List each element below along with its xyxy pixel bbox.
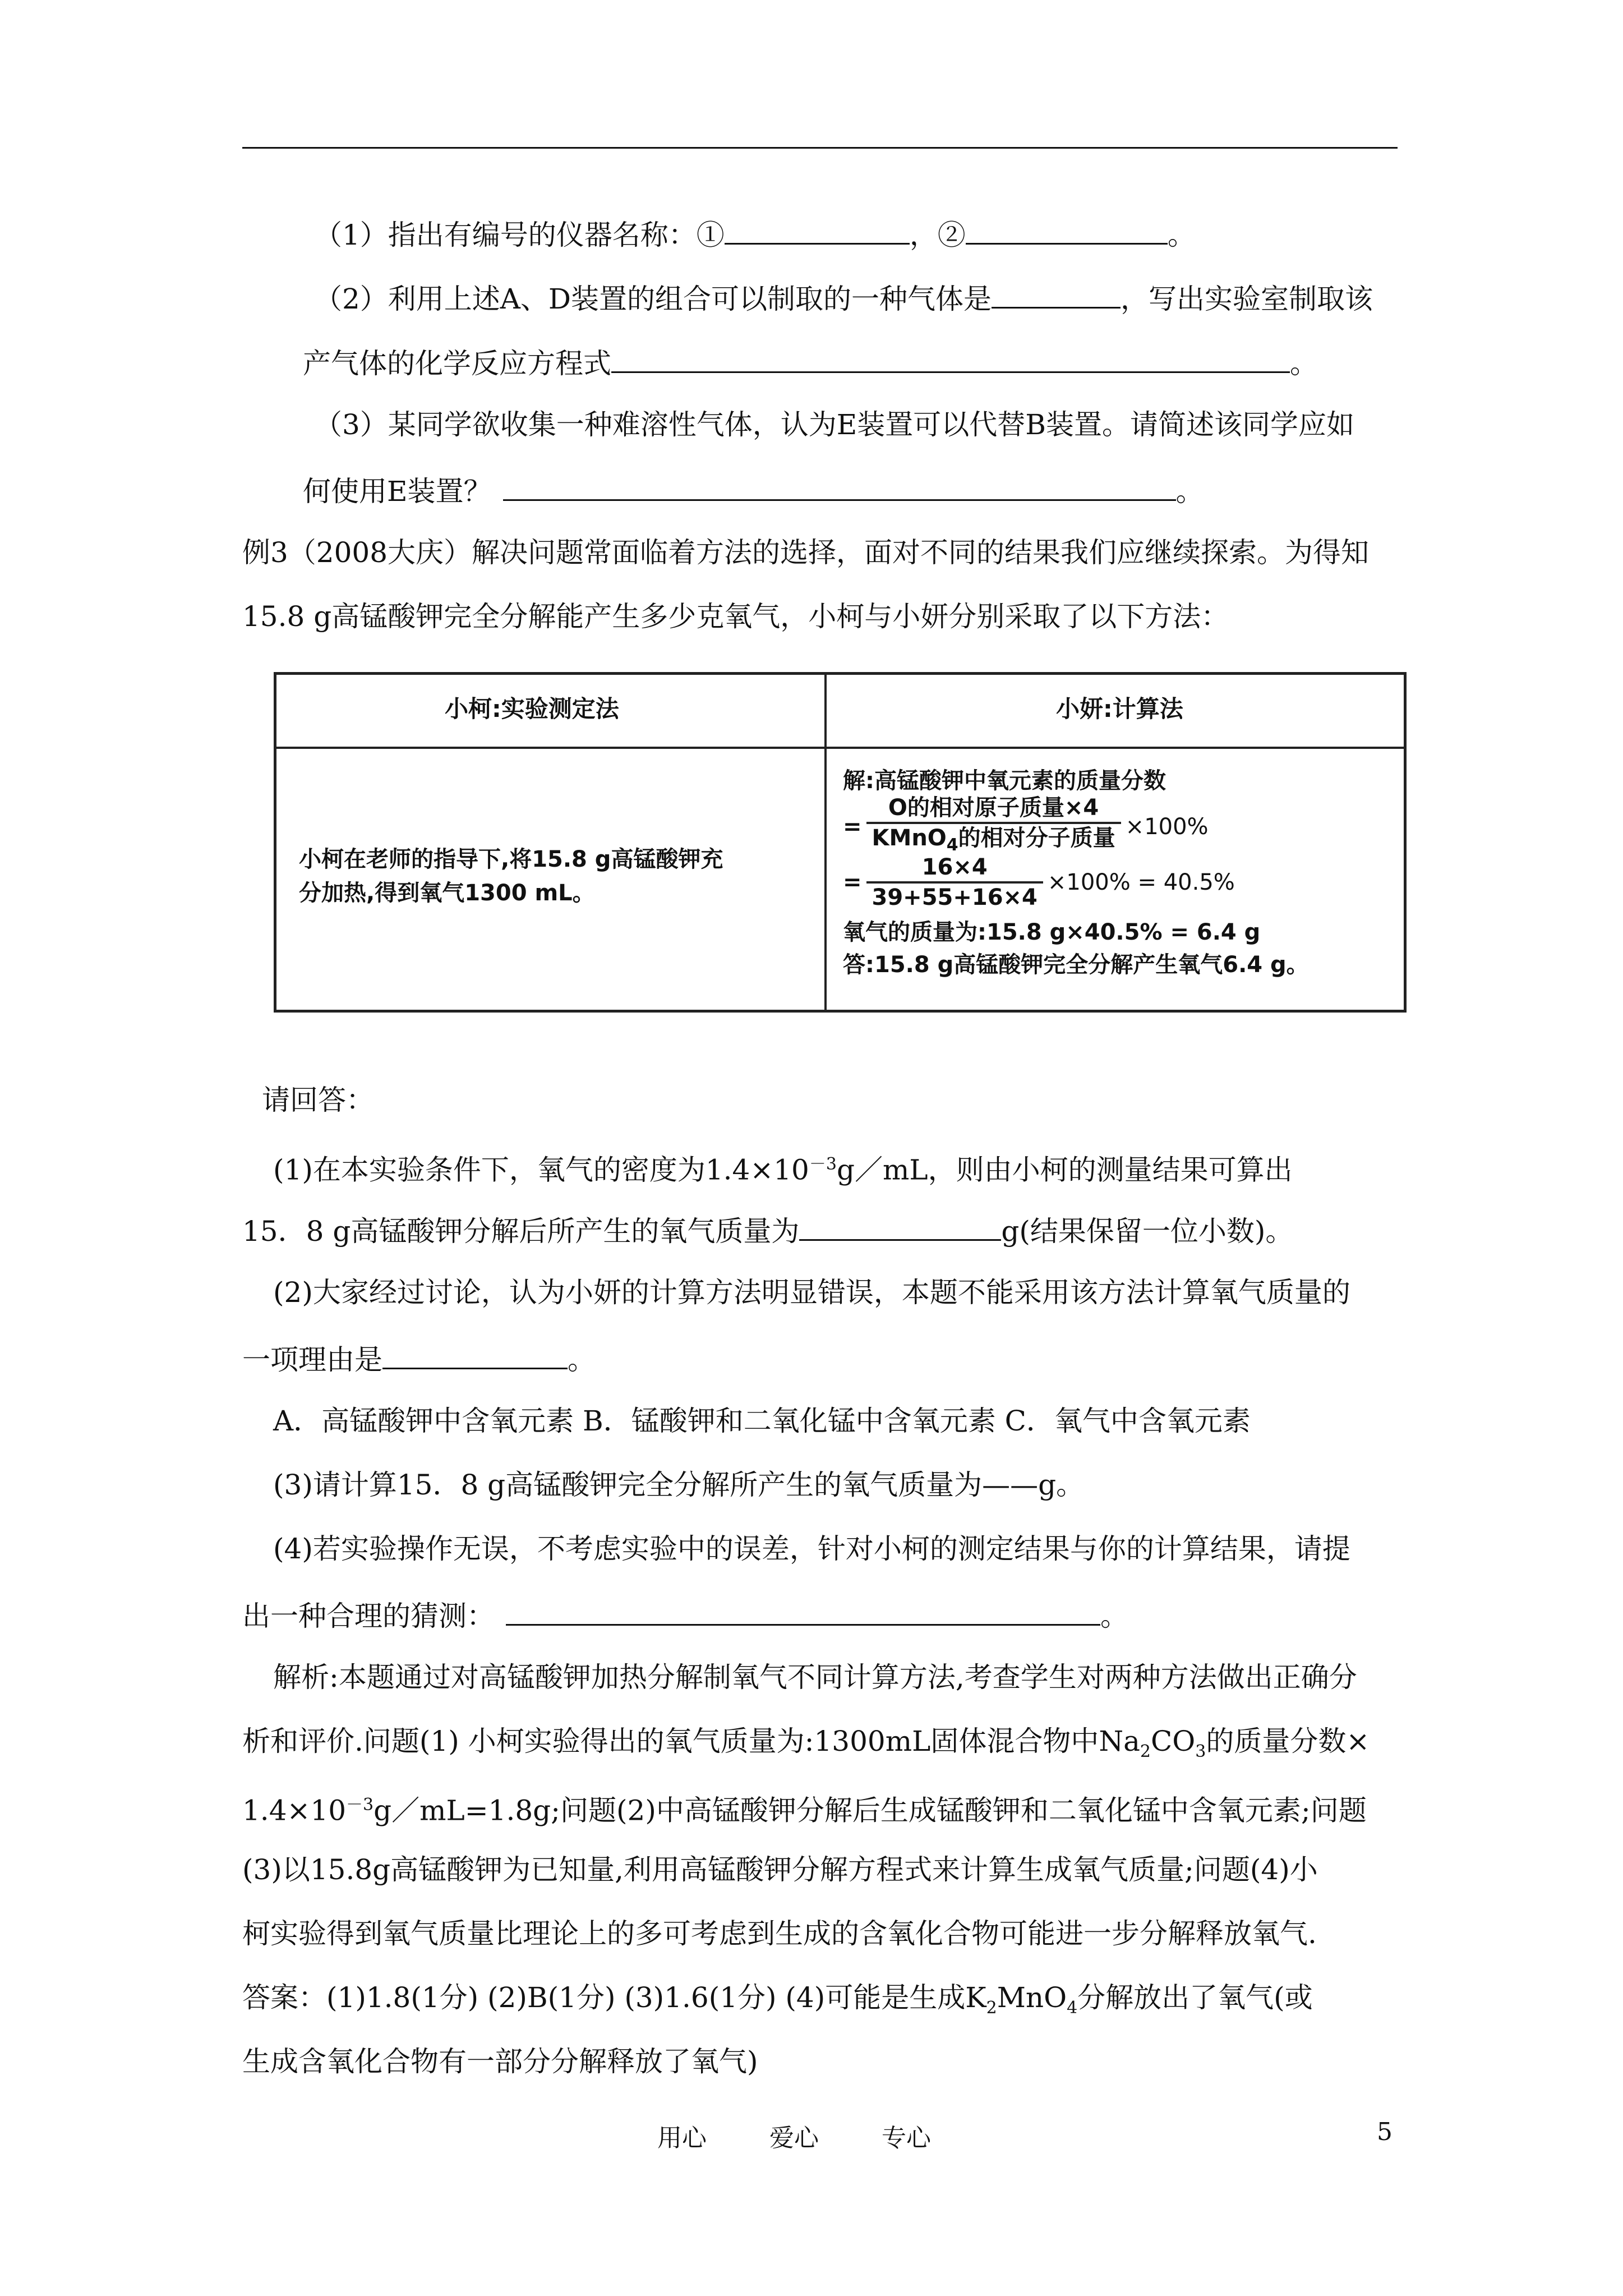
text: 。 [1175,475,1204,508]
text: 。 [568,1343,596,1376]
text: 答案：(1)1.8(1分) (2)B(1分) (3)1.6(1分) (4)可能是生成K [242,1981,986,2014]
answers-line2: 生成含氧化合物有一部分分解释放了氧气) [242,2045,758,2078]
text: (4)若实验操作无误，不考虑实验中的误差，针对小柯的测定结果与你的计算结果，请提 [273,1533,1350,1565]
question-2-line2 [303,343,1318,381]
text: MnO [997,1981,1067,2014]
analysis-line4: (3)以15.8g高锰酸钾为已知量,利用高锰酸钾分解方程式来计算生成氧气质量;问题(4)小 [242,1853,1318,1886]
example-3-line1 [242,535,1369,570]
text: ×100% [1125,813,1209,840]
text: （2）利用上述A、D装置的组合可以制取的一种气体是 [314,283,992,315]
text: CO [1150,1725,1196,1757]
text: 何使用E装置？ [303,475,492,508]
text: ×100% = 40.5% [1047,869,1235,895]
analysis-line1: 解析:本题通过对高锰酸钾加热分解制氧气不同计算方法,考查学生对两种方法做出正确分 [273,1661,1357,1694]
header-rule [242,147,1398,149]
xiaoyan-line5: 答:15.8 g高锰酸钾完全分解产生氧气6.4 g。 [843,952,1309,978]
part-2-line1 [273,1275,1350,1310]
subscript: 3 [1195,1742,1206,1761]
part-3: (3)请计算15．8 g高锰酸钾完全分解所产生的氧气质量为——g。 [273,1469,1085,1501]
text: 产气体的化学反应方程式 [303,347,611,380]
text: （1）指出有编号的仪器名称：① [314,219,725,251]
subscript: 4 [1067,1998,1078,2018]
part-1-line2 [242,1211,1293,1249]
text: 15.8 g高锰酸钾完全分解能产生多少克氧气，小柯与小妍分别采取了以下方法： [242,600,1229,633]
xiaoke-method-line2: 分加热,得到氧气1300 mL。 [299,880,595,906]
text: 一项理由是 [242,1343,382,1376]
text: (1)在本实验条件下，氧气的密度为1.4×10 [273,1153,809,1186]
subscript: 2 [1140,1742,1151,1761]
fraction-2-denominator: 39+55+16×4 [872,885,1038,910]
fraction-1-numerator: O的相对原子质量×4 [866,794,1121,824]
text: 。 [1290,347,1318,380]
subscript: 2 [986,1998,997,2018]
answer-blank-mass[interactable] [799,1211,1001,1241]
table-divider-vertical [824,675,827,1010]
subscript: 4 [946,835,958,855]
xiaoke-method-line1: 小柯在老师的指导下,将15.8 g高锰酸钾充 [299,846,723,872]
xiaoyan-line4: 氧气的质量为:15.8 g×40.5% = 6.4 g [843,919,1261,945]
question-3-line1 [314,407,1354,442]
answer-blank-equation[interactable] [611,343,1290,373]
analysis-line3 [242,1788,1367,1828]
text: （3）某同学欲收集一种难溶性气体，认为E装置可以代替B装置。请简述该同学应如 [314,408,1355,441]
text: g／mL=1.8g;问题(2)中高锰酸钾分解后生成锰酸钾和二氧化锰中含氧元素;问题 [374,1794,1367,1827]
please-answer: 请回答： [262,1084,374,1116]
fraction-2-numerator: 16×4 [866,853,1043,884]
equals: = [843,869,862,895]
answer-blank-reason[interactable] [382,1340,568,1369]
text: 。 [1100,1600,1128,1632]
text: 例3（2008大庆）解决问题常面临着方法的选择，面对不同的结果我们应继续探索。为得知 [242,536,1370,569]
question-3-line2 [303,471,1204,509]
table-header-xiaoke: 小柯:实验测定法 [445,695,619,723]
table-header-xiaoyan: 小妍:计算法 [1056,695,1183,723]
superscript: －3 [346,1795,374,1815]
question-2-line1 [314,279,1373,316]
text: 。 [1167,219,1196,251]
text: KMnO [872,825,947,851]
answer-blank-guess[interactable] [506,1596,1100,1626]
example-3-line2 [242,599,1229,634]
footer-motto-2: 爱心 [769,2124,819,2152]
text: 析和评价.问题(1) 小柯实验得出的氧气质量为:1300mL固体混合物中Na [242,1725,1140,1757]
part-1-line1 [273,1147,1293,1188]
answer-blank-2[interactable] [966,215,1168,245]
page-number: 5 [1377,2118,1393,2146]
text: 出一种合理的猜测： [242,1600,495,1632]
question-1 [314,215,1196,252]
text: 的相对分子质量 [958,825,1115,851]
part-4-line1 [273,1531,1350,1566]
text: g／mL，则由小柯的测量结果可算出 [836,1153,1293,1186]
part-2-options: A．高锰酸钾中含氧元素 B．锰酸钾和二氧化锰中含氧元素 C．氧气中含氧元素 [273,1405,1251,1437]
part-4-line2 [242,1596,1128,1634]
superscript: －3 [809,1154,837,1174]
analysis-line5: 柯实验得到氧气质量比理论上的多可考虑到生成的含氧化合物可能进一步分解释放氧气. [242,1917,1317,1950]
text: 15．8 g高锰酸钾分解后所产生的氧气质量为 [242,1215,800,1248]
answer-blank-1[interactable] [725,215,910,245]
text: 1.4×10 [242,1794,347,1827]
footer-motto-3: 专心 [882,2124,931,2152]
xiaoyan-line1: 解:高锰酸钾中氧元素的质量分数 [843,768,1166,794]
answer-blank-usage[interactable] [503,471,1176,501]
answers-line1 [242,1980,1313,2026]
text: ，② [909,219,966,251]
methods-table [274,672,1407,1013]
part-2-line2 [242,1340,596,1377]
text: g(结果保留一位小数)。 [1001,1215,1294,1248]
xiaoyan-formula-2 [843,853,1235,912]
fraction-2 [866,853,1043,912]
xiaoyan-formula-1 [843,794,1209,859]
footer-motto-1: 用心 [657,2124,707,2152]
table-divider-horizontal [276,747,1404,749]
analysis-line2 [242,1724,1370,1769]
text: 的质量分数× [1206,1725,1370,1757]
text: ，写出实验室制取该 [1121,283,1373,315]
text: 分解放出了氧气(或 [1077,1981,1313,2014]
text: (2)大家经过讨论，认为小妍的计算方法明显错误，本题不能采用该方法计算氧气质量的 [273,1276,1350,1309]
fraction-1 [866,794,1121,859]
answer-blank-gas[interactable] [992,279,1121,309]
equals: = [843,813,862,840]
